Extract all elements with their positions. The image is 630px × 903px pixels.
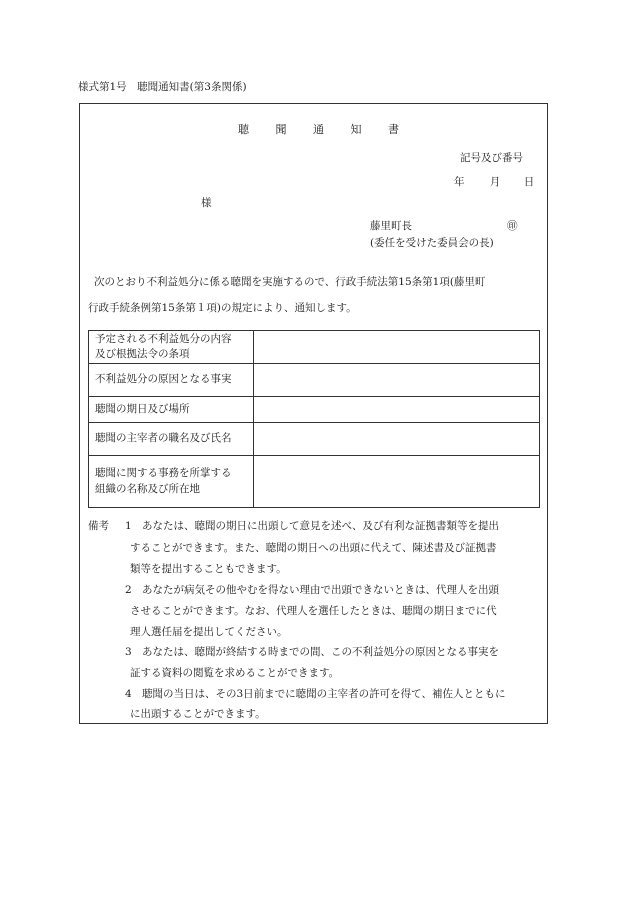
table-row-value xyxy=(254,397,540,423)
table-row-label xyxy=(89,364,254,397)
label-line: 及び根拠法令の条項 xyxy=(95,348,190,360)
title-char: 知 xyxy=(350,123,362,136)
addressee-suffix: 様 xyxy=(201,197,212,209)
table-row-label xyxy=(89,397,254,423)
document-title xyxy=(238,124,399,135)
note-number: 4 xyxy=(125,688,132,700)
issuer-alternate: (委任を受けた委員会の長) xyxy=(370,237,494,249)
note-line: することができます。また、聴聞の期日への出頭に代えて、陳述書及び証拠書 xyxy=(130,542,497,554)
note-line: 理人選任届を提出してください。 xyxy=(130,626,288,638)
title-char: 聞 xyxy=(275,123,287,136)
seal-mark: ㊞ xyxy=(507,220,518,232)
label-line: 不利益処分の原因となる事実 xyxy=(95,373,232,386)
form-label: 様式第1号 聴聞通知書(第3条関係) xyxy=(78,81,247,93)
date-year: 年 xyxy=(454,176,465,188)
table-row xyxy=(89,397,540,423)
note-line: 証する資料の閲覧を求めることができます。 xyxy=(130,667,340,679)
label-line: 聴聞に関する事務を所掌する xyxy=(95,467,232,480)
table-row xyxy=(89,331,540,364)
notes-heading: 備考 xyxy=(88,520,109,532)
table-row-value xyxy=(254,364,540,397)
table-row xyxy=(89,423,540,456)
table-row-value xyxy=(254,456,540,508)
note-line: に出頭することができます。 xyxy=(130,708,266,720)
issuer-name: 藤里町長 xyxy=(370,220,412,232)
date-month: 月 xyxy=(489,176,501,188)
title-char: 聴 xyxy=(238,123,249,136)
note-line: あなたは、聴聞の期日に出頭して意見を述べ、及び有利な証拠書類等を提出 xyxy=(142,520,499,532)
table-row-label xyxy=(89,456,254,508)
label-line: 組織の名称及び所在地 xyxy=(95,482,200,495)
note-line: 聴聞の当日は、その3日前までに聴聞の主宰者の許可を得て、補佐人とともに xyxy=(142,688,506,700)
date-day: 日 xyxy=(523,176,535,188)
table-row xyxy=(89,456,540,508)
note-line: あなたは、聴聞が終結する時までの間、この不利益処分の原因となる事実を xyxy=(142,646,499,658)
note-number: 2 xyxy=(125,584,132,596)
label-line: 予定される不利益処分の内容 xyxy=(95,332,232,345)
note-number: 3 xyxy=(125,646,132,658)
note-number: 1 xyxy=(125,520,132,532)
table-row-label xyxy=(89,331,254,364)
table-row-value xyxy=(254,423,540,456)
label-line: 聴聞の主宰者の職名及び氏名 xyxy=(95,432,232,445)
note-line: あなたが病気その他やむを得ない理由で出頭できないときは、代理人を出頭 xyxy=(142,584,499,596)
date-line xyxy=(454,177,534,188)
reference-number: 記号及び番号 xyxy=(460,152,523,164)
table-row-label xyxy=(89,423,254,456)
body-text-line: 行政手続条例第15条第１項)の規定により、通知します。 xyxy=(88,302,357,314)
title-char: 通 xyxy=(313,123,324,136)
table-row xyxy=(89,364,540,397)
title-char: 書 xyxy=(388,123,399,136)
notice-details-table xyxy=(88,330,540,508)
body-text-line: 次のとおり不利益処分に係る聴聞を実施するので、行政手続法第15条第1項(藤里町 xyxy=(94,276,486,288)
table-row-value xyxy=(254,331,540,364)
label-line: 聴聞の期日及び場所 xyxy=(95,402,190,415)
note-line: させることができます。なお、代理人を選任したときは、聴聞の期日までに代 xyxy=(130,605,497,617)
note-line: 類等を提出することもできます。 xyxy=(130,563,287,575)
